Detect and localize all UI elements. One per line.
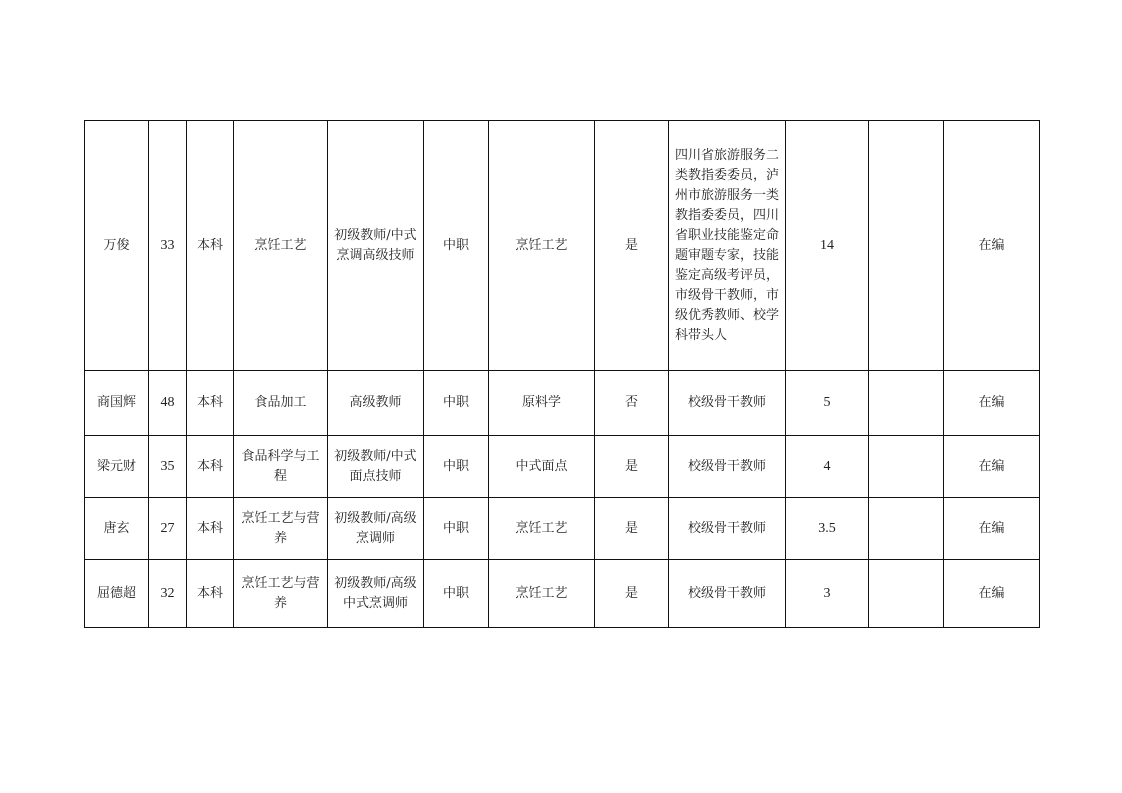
- major-cell: 烹饪工艺与营养: [234, 560, 328, 628]
- honors-cell: 校级骨干教师: [669, 498, 786, 560]
- major-cell: 食品科学与工程: [234, 436, 328, 498]
- age-cell: 27: [149, 498, 187, 560]
- flag-cell: 否: [595, 371, 669, 436]
- flag-cell: 是: [595, 560, 669, 628]
- level-cell: 中职: [424, 371, 489, 436]
- degree-cell: 本科: [187, 371, 234, 436]
- years-cell: 4: [786, 436, 869, 498]
- years-cell: 3.5: [786, 498, 869, 560]
- level-cell: 中职: [424, 560, 489, 628]
- major-cell: 烹饪工艺: [234, 121, 328, 371]
- name-cell: 万俊: [85, 121, 149, 371]
- name-cell: 商国辉: [85, 371, 149, 436]
- table-row: [85, 371, 1040, 436]
- name-cell: 屈德超: [85, 560, 149, 628]
- blank-cell: [869, 371, 944, 436]
- course-cell: 烹饪工艺: [489, 121, 595, 371]
- age-cell: 32: [149, 560, 187, 628]
- table-row: [85, 121, 1040, 371]
- blank-cell: [869, 121, 944, 371]
- blank-cell: [869, 498, 944, 560]
- course-cell: 原料学: [489, 371, 595, 436]
- status-cell: 在编: [944, 371, 1040, 436]
- name-cell: 唐玄: [85, 498, 149, 560]
- honors-cell: 四川省旅游服务二类教指委委员，泸州市旅游服务一类教指委委员，四川省职业技能鉴定命题审题专家，技能鉴定高级考评员，市级骨干教师，市级优秀教师、校学科带头人: [669, 121, 786, 371]
- title-cell: 初级教师/中式烹调高级技师: [328, 121, 424, 371]
- table-row: [85, 498, 1040, 560]
- level-cell: 中职: [424, 436, 489, 498]
- course-cell: 中式面点: [489, 436, 595, 498]
- blank-cell: [869, 560, 944, 628]
- title-cell: 初级教师/高级中式烹调师: [328, 560, 424, 628]
- blank-cell: [869, 436, 944, 498]
- status-cell: 在编: [944, 498, 1040, 560]
- honors-cell: 校级骨干教师: [669, 371, 786, 436]
- title-cell: 高级教师: [328, 371, 424, 436]
- age-cell: 48: [149, 371, 187, 436]
- course-cell: 烹饪工艺: [489, 498, 595, 560]
- name-cell: 梁元财: [85, 436, 149, 498]
- honors-cell: 校级骨干教师: [669, 436, 786, 498]
- flag-cell: 是: [595, 121, 669, 371]
- years-cell: 14: [786, 121, 869, 371]
- course-cell: 烹饪工艺: [489, 560, 595, 628]
- staff-table: [84, 120, 1040, 628]
- status-cell: 在编: [944, 121, 1040, 371]
- title-cell: 初级教师/中式面点技师: [328, 436, 424, 498]
- degree-cell: 本科: [187, 436, 234, 498]
- years-cell: 5: [786, 371, 869, 436]
- table-row: [85, 560, 1040, 628]
- major-cell: 烹饪工艺与营养: [234, 498, 328, 560]
- level-cell: 中职: [424, 121, 489, 371]
- years-cell: 3: [786, 560, 869, 628]
- degree-cell: 本科: [187, 560, 234, 628]
- table-row: [85, 436, 1040, 498]
- status-cell: 在编: [944, 436, 1040, 498]
- level-cell: 中职: [424, 498, 489, 560]
- title-cell: 初级教师/高级烹调师: [328, 498, 424, 560]
- honors-cell: 校级骨干教师: [669, 560, 786, 628]
- age-cell: 33: [149, 121, 187, 371]
- flag-cell: 是: [595, 498, 669, 560]
- degree-cell: 本科: [187, 121, 234, 371]
- flag-cell: 是: [595, 436, 669, 498]
- major-cell: 食品加工: [234, 371, 328, 436]
- degree-cell: 本科: [187, 498, 234, 560]
- status-cell: 在编: [944, 560, 1040, 628]
- age-cell: 35: [149, 436, 187, 498]
